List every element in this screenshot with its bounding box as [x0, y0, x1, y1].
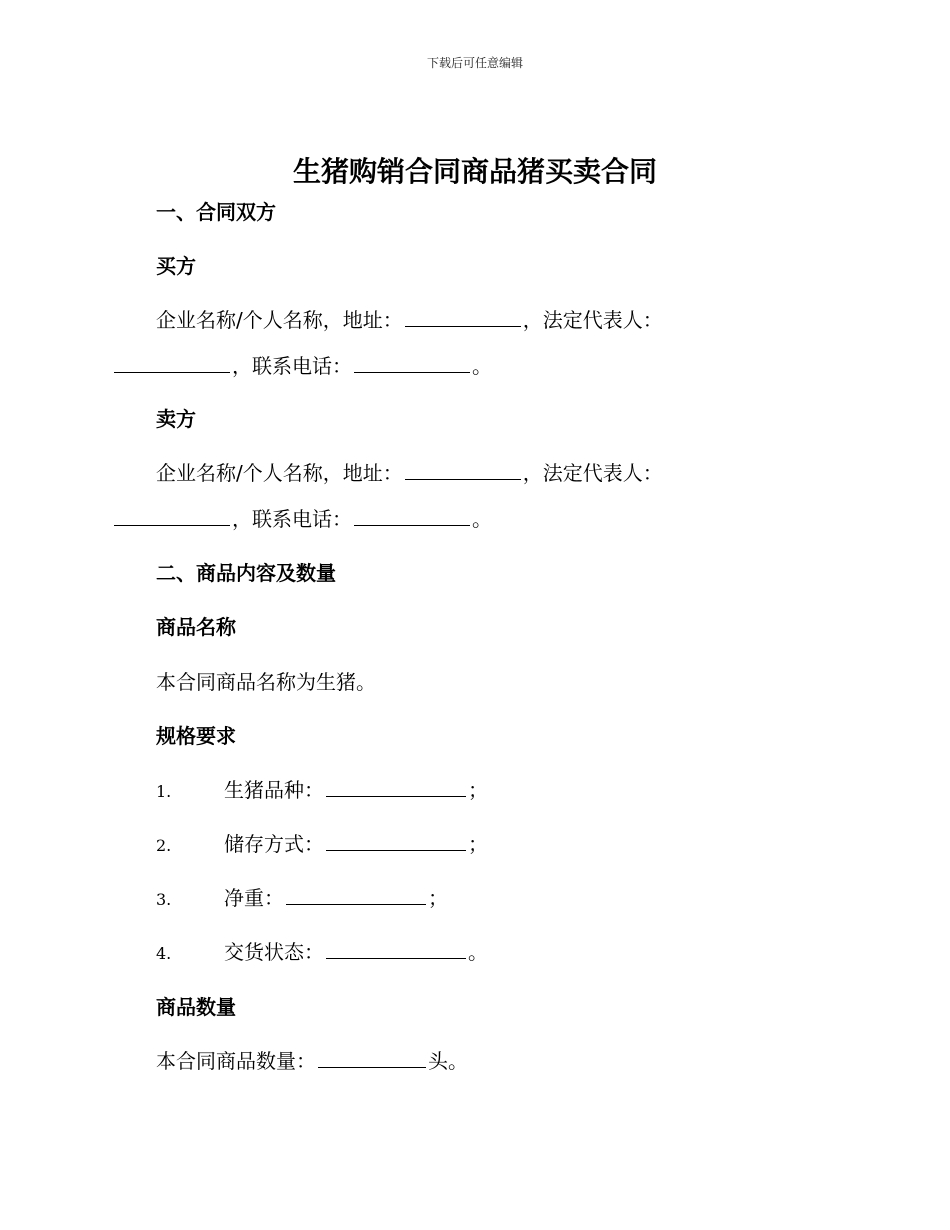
- header-note: 下载后可任意编辑: [426, 56, 523, 70]
- buyer-name-address-label: 企业名称/个人名称，地址：: [156, 308, 403, 332]
- buyer-address-blank: [405, 308, 521, 327]
- spec-label: 储存方式：: [224, 832, 324, 856]
- seller-address-blank: [405, 461, 521, 480]
- goods-name-heading: 商品名称: [156, 615, 236, 639]
- spec-item-net-weight: [156, 884, 448, 914]
- list-number: 3.: [156, 890, 172, 909]
- spec-item-delivery-state: [156, 938, 488, 968]
- seller-line-end: 。: [472, 507, 492, 531]
- list-number: 2.: [156, 836, 172, 855]
- section-heading-goods: 二、商品内容及数量: [156, 561, 336, 585]
- seller-name-address-label: 企业名称/个人名称，地址：: [156, 461, 403, 485]
- buyer-legal-rep-blank: [114, 354, 230, 373]
- list-number: 4.: [156, 944, 172, 963]
- document-title: 生猪购销合同商品猪买卖合同: [292, 155, 657, 188]
- seller-line-2: [112, 505, 492, 533]
- spec-blank: [326, 940, 466, 959]
- spec-blank: [286, 886, 426, 905]
- spec-item-breed: [156, 776, 488, 806]
- quantity-label: 本合同商品数量：: [156, 1049, 316, 1073]
- section-heading-parties: 一、合同双方: [156, 200, 276, 224]
- seller-label: 卖方: [156, 407, 196, 431]
- buyer-line-1: [156, 306, 663, 334]
- spec-label: 交货状态：: [224, 940, 324, 964]
- quantity-heading: 商品数量: [156, 995, 236, 1019]
- buyer-label: 买方: [156, 254, 196, 278]
- spec-label: 生猪品种：: [224, 778, 324, 802]
- quantity-unit: 头。: [428, 1049, 468, 1073]
- seller-phone-blank: [354, 507, 470, 526]
- spec-blank: [326, 778, 466, 797]
- seller-phone-label: ，联系电话：: [232, 507, 352, 531]
- goods-name-text: 本合同商品名称为生猪。: [156, 670, 376, 694]
- list-number: 1.: [156, 782, 172, 801]
- seller-legal-rep-label: ，法定代表人：: [522, 461, 663, 485]
- spec-end: ；: [468, 778, 488, 802]
- seller-legal-rep-blank: [114, 507, 230, 526]
- quantity-blank: [318, 1049, 426, 1068]
- spec-end: ；: [428, 886, 448, 910]
- spec-heading: 规格要求: [156, 724, 236, 748]
- spec-item-storage: [156, 830, 488, 860]
- quantity-line: [156, 1047, 468, 1075]
- buyer-line-end: 。: [472, 354, 492, 378]
- spec-end: 。: [468, 940, 488, 964]
- buyer-line-2: [112, 352, 492, 380]
- seller-line-1: [156, 459, 663, 487]
- spec-end: ；: [468, 832, 488, 856]
- spec-label: 净重：: [224, 886, 284, 910]
- buyer-phone-label: ，联系电话：: [232, 354, 352, 378]
- buyer-legal-rep-label: ，法定代表人：: [522, 308, 663, 332]
- buyer-phone-blank: [354, 354, 470, 373]
- spec-blank: [326, 832, 466, 851]
